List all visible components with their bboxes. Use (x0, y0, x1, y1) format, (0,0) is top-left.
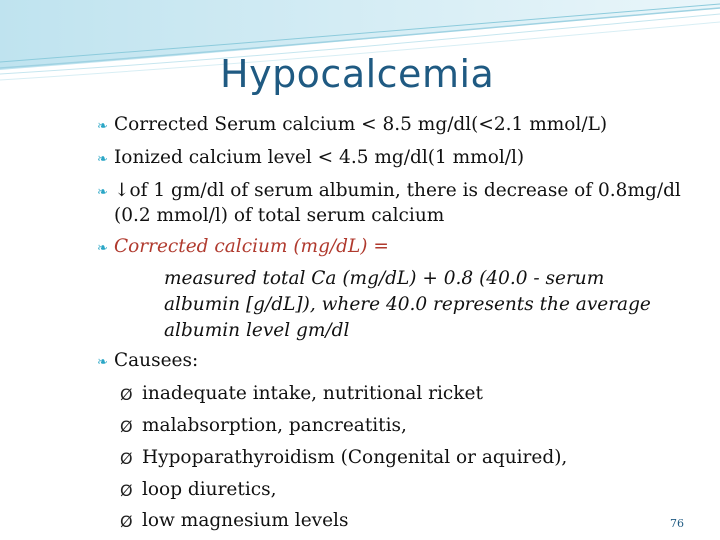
bullet-icon: ❧ (97, 185, 108, 200)
bullet-text: ↓of 1 gm/dl of serum albumin, there is decrease of 0.8mg/dl (114, 180, 681, 201)
formula-heading: Corrected calcium (mg/dL) = (114, 236, 389, 257)
cause-item: loop diuretics, (142, 479, 277, 500)
bullet-icon: ❧ (97, 152, 108, 167)
cause-item: malabsorption, pancreatitis, (142, 415, 407, 436)
arrow-bullet-icon: Ø (120, 512, 133, 531)
cause-item: low magnesium levels (142, 510, 349, 531)
arrow-bullet-icon: Ø (120, 385, 133, 404)
slide-title: Hypocalcemia (220, 52, 495, 96)
page-number: 76 (670, 517, 684, 530)
formula-line: measured total Ca (mg/dL) + 0.8 (40.0 - serum (164, 268, 605, 289)
bullet-text-continuation: (0.2 mmol/l) of total serum calcium (114, 205, 445, 226)
bullet-text: Corrected Serum calcium < 8.5 mg/dl(<2.1 mmol/L) (114, 114, 608, 135)
cause-item: inadequate intake, nutritional ricket (142, 383, 483, 404)
arrow-bullet-icon: Ø (120, 481, 133, 500)
formula-line: albumin [g/dL]), where 40.0 represents the average (164, 294, 651, 315)
bullet-icon: ❧ (97, 355, 108, 370)
cause-item: Hypoparathyroidism (Congenital or aquired), (142, 447, 568, 468)
bullet-text: Ionized calcium level < 4.5 mg/dl(1 mmol/l) (114, 147, 525, 168)
causes-heading: Causees: (114, 350, 199, 371)
formula-line: albumin level gm/dl (164, 320, 350, 341)
bullet-icon: ❧ (97, 119, 108, 134)
arrow-bullet-icon: Ø (120, 449, 133, 468)
bullet-icon: ❧ (97, 241, 108, 256)
arrow-bullet-icon: Ø (120, 417, 133, 436)
